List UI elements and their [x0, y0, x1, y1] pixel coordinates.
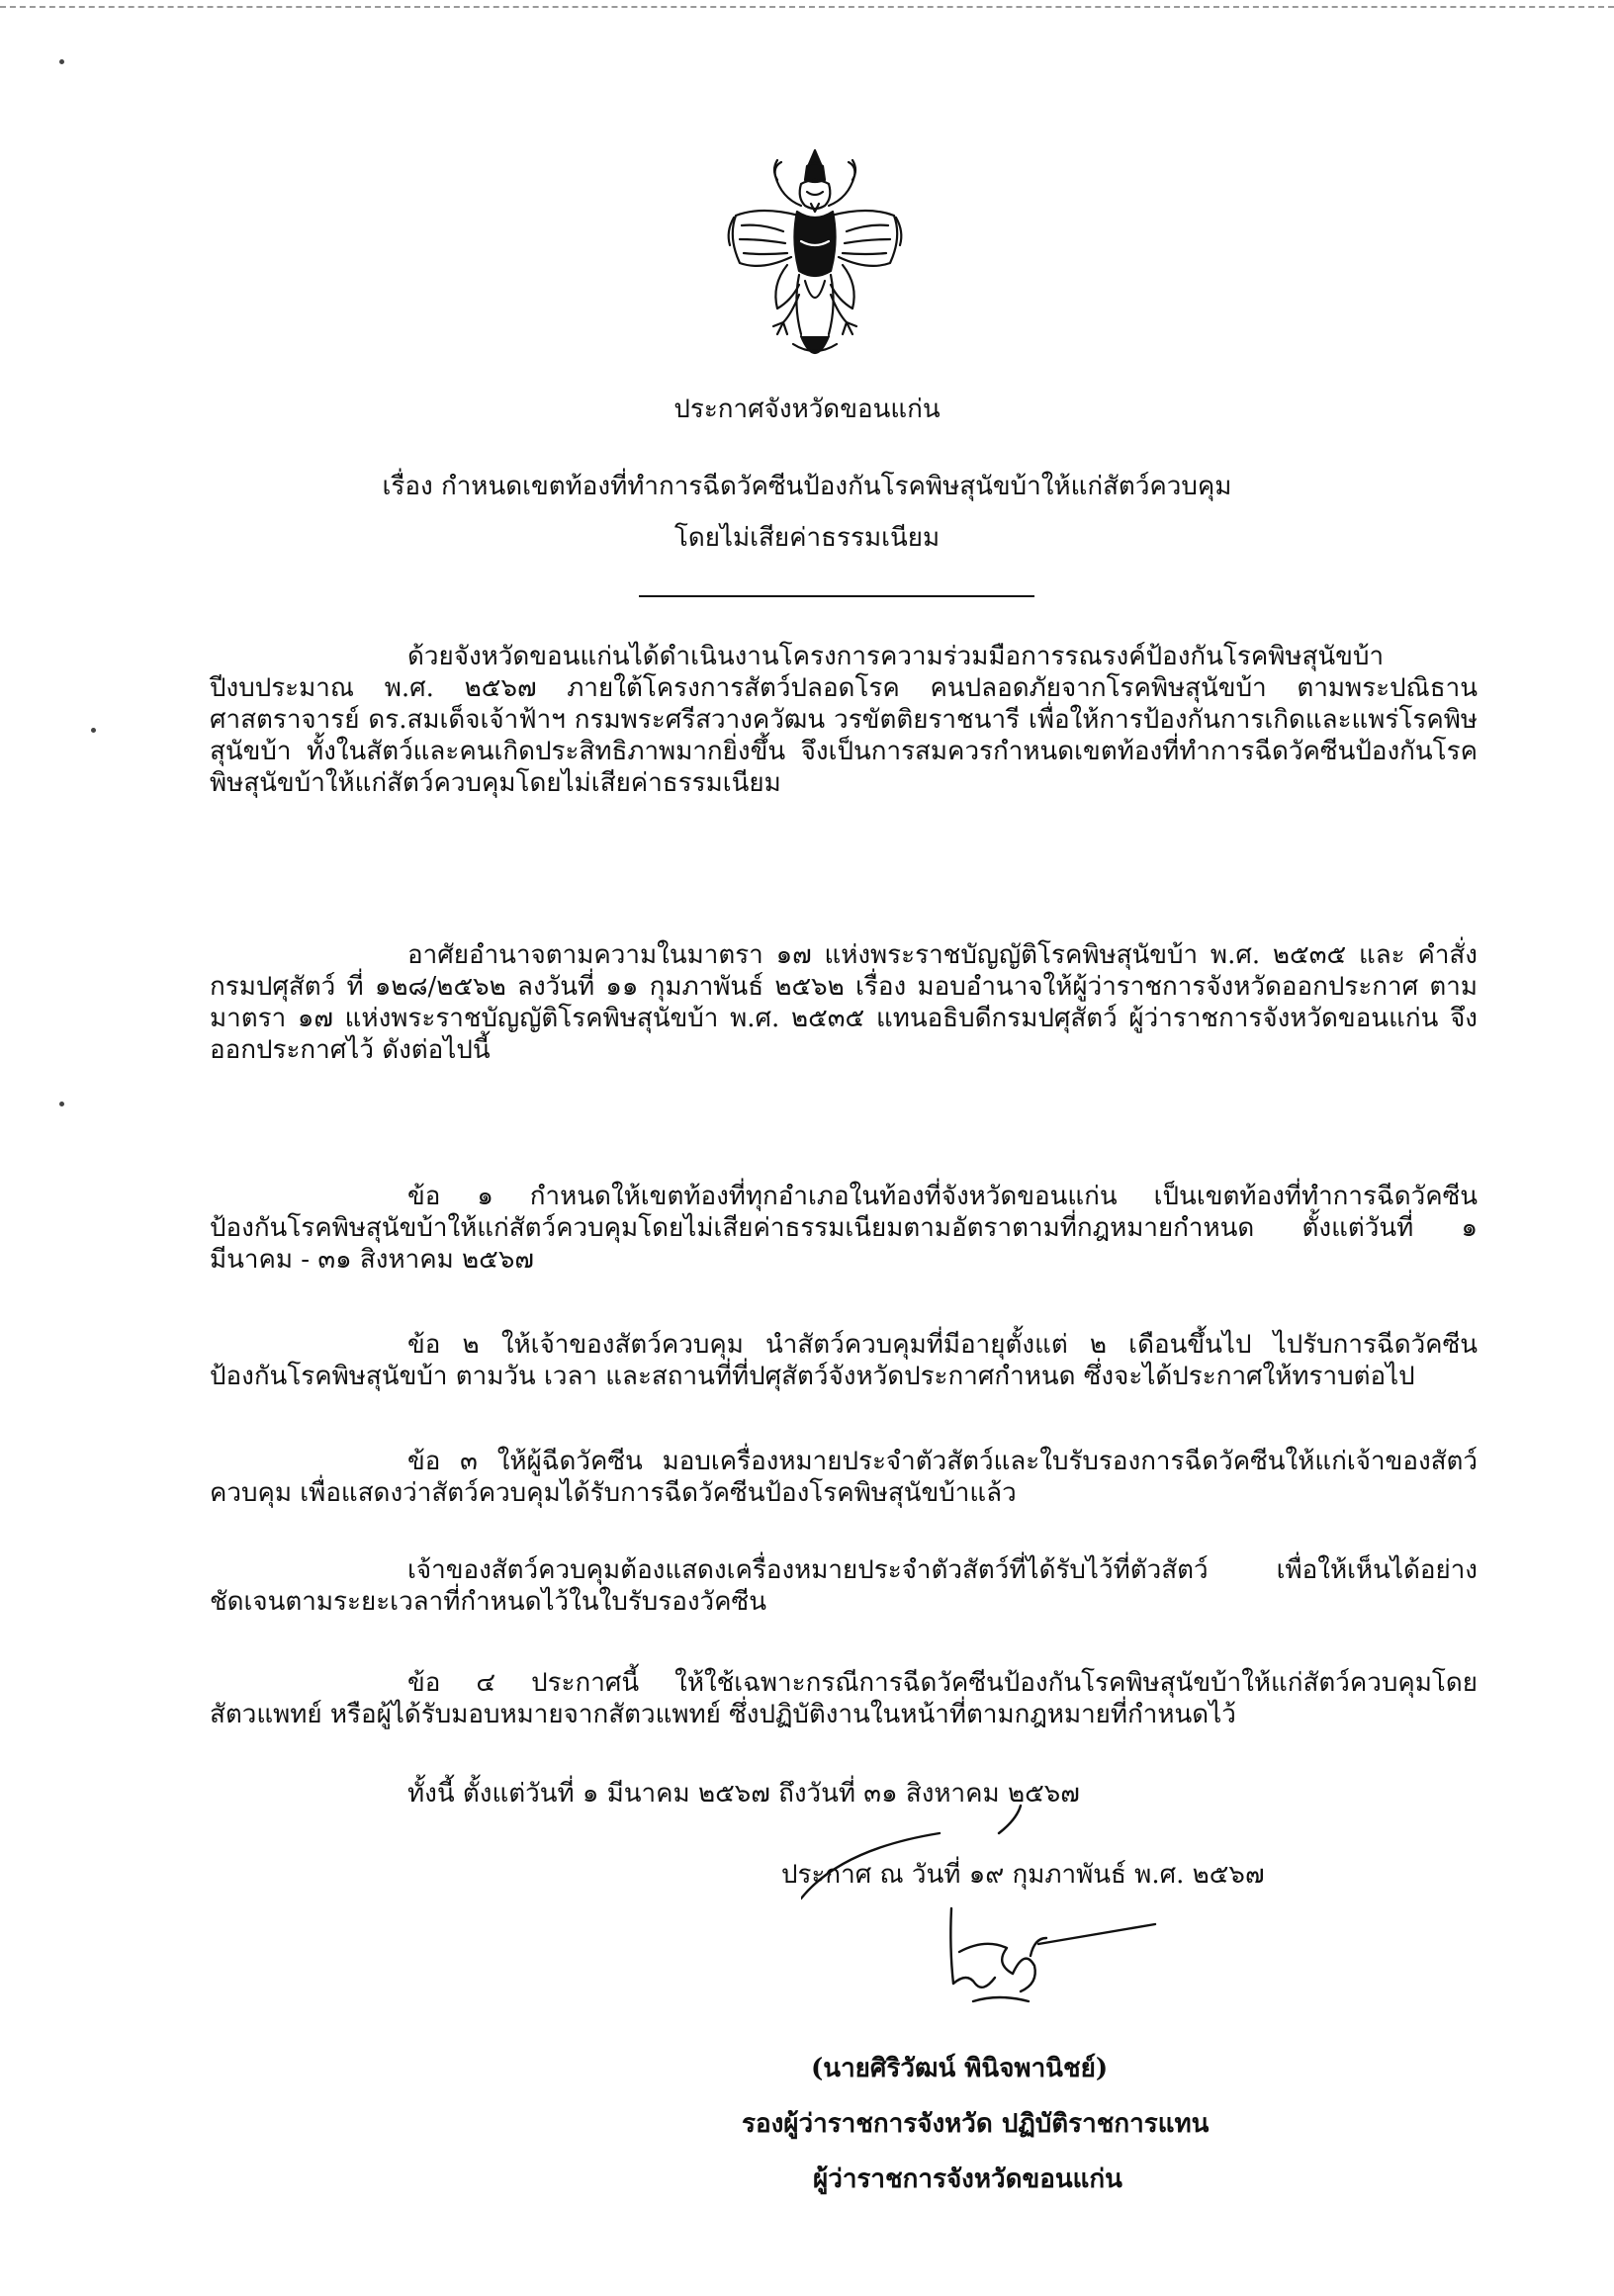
- effective-period: ทั้งนี้ ตั้งแต่วันที่ ๑ มีนาคม ๒๕๖๗ ถึงวันที่ ๓๑ สิงหาคม ๒๕๖๗: [407, 1779, 1080, 1809]
- signatory-name: (นายศิริวัฒน์ พินิจพานิชย์): [811, 2054, 1109, 2083]
- paragraph-preamble: ด้วยจังหวัดขอนแก่นได้ดำเนินงานโครงการความร่วมมือการรณรงค์ป้องกันโรคพิษสุนัขบ้า ปีงบประมาณ พ.ศ. ๒๕๖๗ ภายใต้โครงการสัตว์ปลอดโรค คนปลอดภัยจากโรคพิษสุนัขบ้า ตามพระปณิธาน ศาสตราจารย์ ดร.สมเด็จเจ้าฟ้าฯ กรมพระศรีสวางควัฒน วรขัตติยราชนารี เพื่อให้การป้องกันการเกิดและแพร่โรคพิษสุนัขบ้า ทั้งในสัตว์และคนเกิดประสิทธิภาพมากยิ่งขึ้น จึงเป็นการสมควรกำหนดเขตท้องที่ทำการฉีดวัคซีนป้องกันโรคพิษสุนัขบ้าให้แก่สัตว์ควบคุมโดยไม่เสียค่าธรรมเนียม: [210, 642, 1478, 798]
- clause-1-block: [210, 1181, 1478, 1276]
- clause-3-block: [210, 1446, 1478, 1509]
- document-body: [210, 641, 1478, 799]
- signatory-title: ผู้ว่าราชการจังหวัดขอนแก่น: [813, 2164, 1122, 2194]
- document-title: ประกาศจังหวัดขอนแก่น: [673, 395, 941, 424]
- garuda-emblem-icon: [722, 146, 908, 374]
- scan-speck: [91, 728, 96, 733]
- announcement-date: ประกาศ ณ วันที่ ๑๙ กุมภาพันธ์ พ.ศ. ๒๕๖๗: [781, 1860, 1265, 1890]
- subject-line-continued: โดยไม่เสียค่าธรรมเนียม: [673, 523, 941, 553]
- paragraph-authority-block: [210, 939, 1478, 1066]
- scan-edge-line: [0, 6, 1614, 8]
- clause-4: ข้อ ๔ ประกาศนี้ ให้ใช้เฉพาะกรณีการฉีดวัคซีนป้องกันโรคพิษสุนัขบ้าให้แก่สัตว์ควบคุมโดยสัตวแพทย์ หรือผู้ได้รับมอบหมายจากสัตวแพทย์ ซึ่งปฏิบัติงานในหน้าที่ตามกฎหมายที่กำหนดไว้: [210, 1668, 1478, 1729]
- clause-4-block: [210, 1667, 1478, 1730]
- paragraph-authority: อาศัยอำนาจตามความในมาตรา ๑๗ แห่งพระราชบัญญัติโรคพิษสุนัขบ้า พ.ศ. ๒๕๓๕ และ คำสั่งกรมปศุสัตว์ ที่ ๑๒๘/๒๕๖๒ ลงวันที่ ๑๑ กุมภาพันธ์ ๒๕๖๒ เรื่อง มอบอำนาจให้ผู้ว่าราชการจังหวัดออกประกาศ ตามมาตรา ๑๗ แห่งพระราชบัญญัติโรคพิษสุนัขบ้า พ.ศ. ๒๕๓๕ แทนอธิบดีกรมปศุสัตว์ ผู้ว่าราชการจังหวัดขอนแก่น จึงออกประกาศไว้ ดังต่อไปนี้: [210, 940, 1479, 1065]
- scan-speck: [59, 1102, 64, 1106]
- clause-2: ข้อ ๒ ให้เจ้าของสัตว์ควบคุม นำสัตว์ควบคุมที่มีอายุตั้งแต่ ๒ เดือนขึ้นไป ไปรับการฉีดวัคซีน ป้องกันโรคพิษสุนัขบ้า ตามวัน เวลา และสถานที่ที่ปศุสัตว์จังหวัดประกาศกำหนด ซึ่งจะได้ประกาศให้ทราบต่อไป: [210, 1330, 1478, 1391]
- clause-3: ข้อ ๓ ให้ผู้ฉีดวัคซีน มอบเครื่องหมายประจำตัวสัตว์และใบรับรองการฉีดวัคซีนให้แก่เจ้าของสัตว์ ควบคุม เพื่อแสดงว่าสัตว์ควบคุมได้รับการฉีดวัคซีนป้องโรคพิษสุนัขบ้าแล้ว: [210, 1447, 1478, 1508]
- title-divider: [639, 595, 1034, 597]
- clause-2-block: [210, 1329, 1478, 1392]
- scan-speck: [59, 59, 64, 64]
- clause-1: ข้อ ๑ กำหนดให้เขตท้องที่ทุกอำเภอในท้องที่จังหวัดขอนแก่น เป็นเขตท้องที่ทำการฉีดวัคซีน ป้องกันโรคพิษสุนัขบ้าให้แก่สัตว์ควบคุมโดยไม่เสียค่าธรรมเนียมตามอัตราตามที่กฎหมายกำหนด ตั้งแต่วันที่ ๑ มีนาคม - ๓๑ สิงหาคม ๒๕๖๗: [210, 1182, 1478, 1275]
- subject-line: เรื่อง กำหนดเขตท้องที่ทำการฉีดวัคซีนป้องกันโรคพิษสุนัขบ้าให้แก่สัตว์ควบคุม: [382, 472, 1232, 501]
- owner-duty-block: [210, 1554, 1478, 1618]
- signatory-position: รองผู้ว่าราชการจังหวัด ปฏิบัติราชการแทน: [742, 2109, 1210, 2139]
- paragraph-owner-duty: เจ้าของสัตว์ควบคุมต้องแสดงเครื่องหมายประจำตัวสัตว์ที่ได้รับไว้ที่ตัวสัตว์ เพื่อให้เห็นได้อย่าง ชัดเจนตามระยะเวลาที่กำหนดไว้ในใบรับรองวัคซีน: [210, 1555, 1478, 1617]
- handwritten-signature-icon: [801, 1790, 1157, 2027]
